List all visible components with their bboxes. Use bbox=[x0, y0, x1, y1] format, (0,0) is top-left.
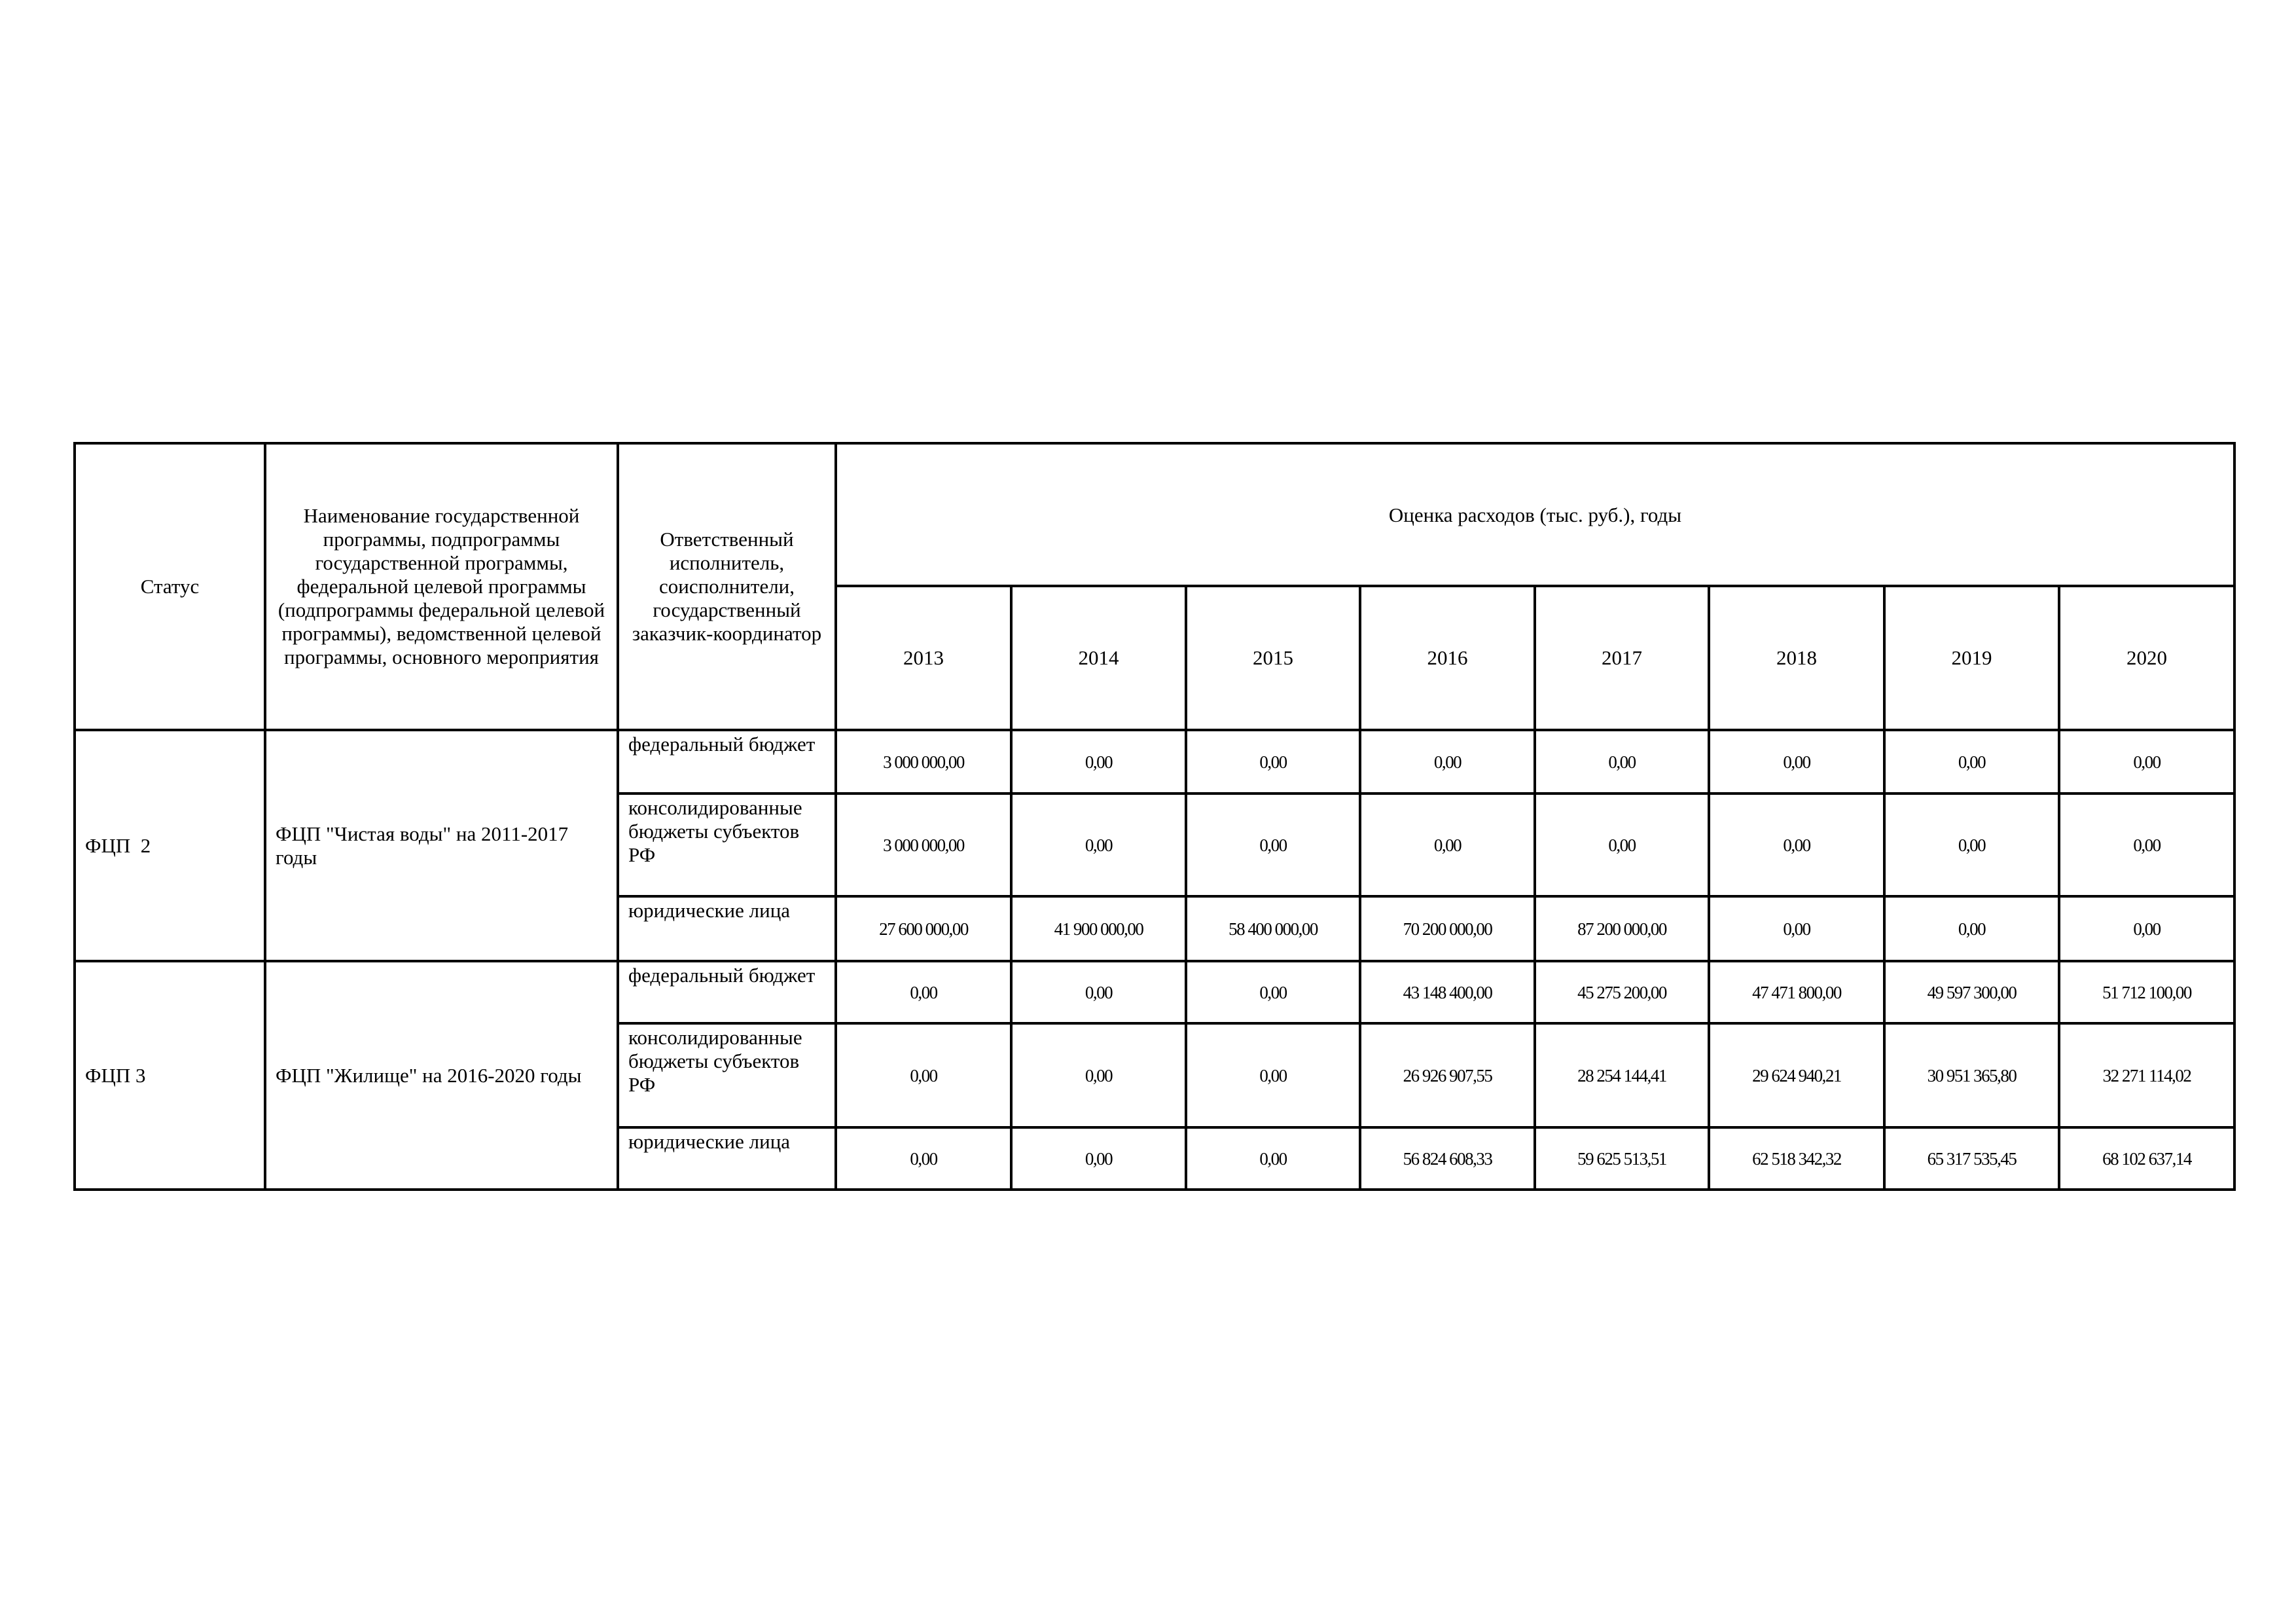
expenditure-table bbox=[73, 442, 2236, 1191]
value-cell: 62 518 342,32 bbox=[1709, 1127, 1884, 1190]
value-cell: 28 254 144,41 bbox=[1535, 1023, 1709, 1127]
funding-source-cell: федеральный бюджет bbox=[618, 961, 836, 1023]
funding-source-cell: федеральный бюджет bbox=[618, 730, 836, 793]
funding-source-cell: юридические лица bbox=[618, 896, 836, 961]
funding-source-cell: консолидированные бюджеты субъектов РФ bbox=[618, 793, 836, 896]
header-year-2015: 2015 bbox=[1186, 586, 1360, 730]
header-year-2014: 2014 bbox=[1011, 586, 1186, 730]
value-cell: 68 102 637,14 bbox=[2059, 1127, 2234, 1190]
value-cell: 0,00 bbox=[1709, 793, 1884, 896]
value-cell: 56 824 608,33 bbox=[1360, 1127, 1535, 1190]
table-row bbox=[75, 961, 2234, 1023]
value-cell: 0,00 bbox=[1535, 793, 1709, 896]
header-year-2018: 2018 bbox=[1709, 586, 1884, 730]
value-cell: 0,00 bbox=[1011, 961, 1186, 1023]
value-cell: 51 712 100,00 bbox=[2059, 961, 2234, 1023]
value-cell: 0,00 bbox=[2059, 793, 2234, 896]
value-cell: 0,00 bbox=[1186, 793, 1360, 896]
value-cell: 70 200 000,00 bbox=[1360, 896, 1535, 961]
value-cell: 0,00 bbox=[836, 1127, 1011, 1190]
funding-source-cell: консолидированные бюджеты субъектов РФ bbox=[618, 1023, 836, 1127]
header-program-name: Наименование государственной программы, подпрограммы государственной программы, федеральной целевой программы (подпрограммы федеральной целевой программы), ведомственной целевой программы, основного мероприятия bbox=[265, 443, 618, 730]
value-cell: 0,00 bbox=[1709, 730, 1884, 793]
value-cell: 0,00 bbox=[836, 1023, 1011, 1127]
header-year-2020: 2020 bbox=[2059, 586, 2234, 730]
value-cell: 0,00 bbox=[1186, 1023, 1360, 1127]
value-cell: 59 625 513,51 bbox=[1535, 1127, 1709, 1190]
value-cell: 27 600 000,00 bbox=[836, 896, 1011, 961]
value-cell: 0,00 bbox=[1535, 730, 1709, 793]
header-year-2016: 2016 bbox=[1360, 586, 1535, 730]
value-cell: 3 000 000,00 bbox=[836, 730, 1011, 793]
value-cell: 0,00 bbox=[1186, 730, 1360, 793]
value-cell: 0,00 bbox=[1186, 961, 1360, 1023]
header-estimate: Оценка расходов (тыс. руб.), годы bbox=[836, 443, 2234, 586]
value-cell: 0,00 bbox=[1011, 793, 1186, 896]
value-cell: 29 624 940,21 bbox=[1709, 1023, 1884, 1127]
value-cell: 47 471 800,00 bbox=[1709, 961, 1884, 1023]
table-row bbox=[75, 730, 2234, 793]
value-cell: 0,00 bbox=[1709, 896, 1884, 961]
header-year-2019: 2019 bbox=[1884, 586, 2059, 730]
value-cell: 0,00 bbox=[2059, 896, 2234, 961]
status-cell: ФЦП 3 bbox=[75, 961, 265, 1190]
value-cell: 58 400 000,00 bbox=[1186, 896, 1360, 961]
value-cell: 0,00 bbox=[1360, 730, 1535, 793]
value-cell: 0,00 bbox=[1360, 793, 1535, 896]
header-year-2017: 2017 bbox=[1535, 586, 1709, 730]
value-cell: 0,00 bbox=[1884, 793, 2059, 896]
value-cell: 0,00 bbox=[2059, 730, 2234, 793]
value-cell: 3 000 000,00 bbox=[836, 793, 1011, 896]
value-cell: 0,00 bbox=[836, 961, 1011, 1023]
value-cell: 45 275 200,00 bbox=[1535, 961, 1709, 1023]
value-cell: 0,00 bbox=[1884, 896, 2059, 961]
value-cell: 49 597 300,00 bbox=[1884, 961, 2059, 1023]
value-cell: 30 951 365,80 bbox=[1884, 1023, 2059, 1127]
value-cell: 0,00 bbox=[1186, 1127, 1360, 1190]
program-name-cell: ФЦП "Чистая воды" на 2011-2017 годы bbox=[265, 730, 618, 961]
header-year-2013: 2013 bbox=[836, 586, 1011, 730]
value-cell: 0,00 bbox=[1011, 1127, 1186, 1190]
value-cell: 43 148 400,00 bbox=[1360, 961, 1535, 1023]
value-cell: 65 317 535,45 bbox=[1884, 1127, 2059, 1190]
funding-source-cell: юридические лица bbox=[618, 1127, 836, 1190]
value-cell: 0,00 bbox=[1884, 730, 2059, 793]
header-status: Статус bbox=[75, 443, 265, 730]
value-cell: 87 200 000,00 bbox=[1535, 896, 1709, 961]
value-cell: 41 900 000,00 bbox=[1011, 896, 1186, 961]
value-cell: 0,00 bbox=[1011, 1023, 1186, 1127]
value-cell: 0,00 bbox=[1011, 730, 1186, 793]
header-executor: Ответственный исполнитель, соисполнители, государственный заказчик-координатор bbox=[618, 443, 836, 730]
status-cell: ФЦП 2 bbox=[75, 730, 265, 961]
value-cell: 26 926 907,55 bbox=[1360, 1023, 1535, 1127]
value-cell: 32 271 114,02 bbox=[2059, 1023, 2234, 1127]
program-name-cell: ФЦП "Жилище" на 2016-2020 годы bbox=[265, 961, 618, 1190]
